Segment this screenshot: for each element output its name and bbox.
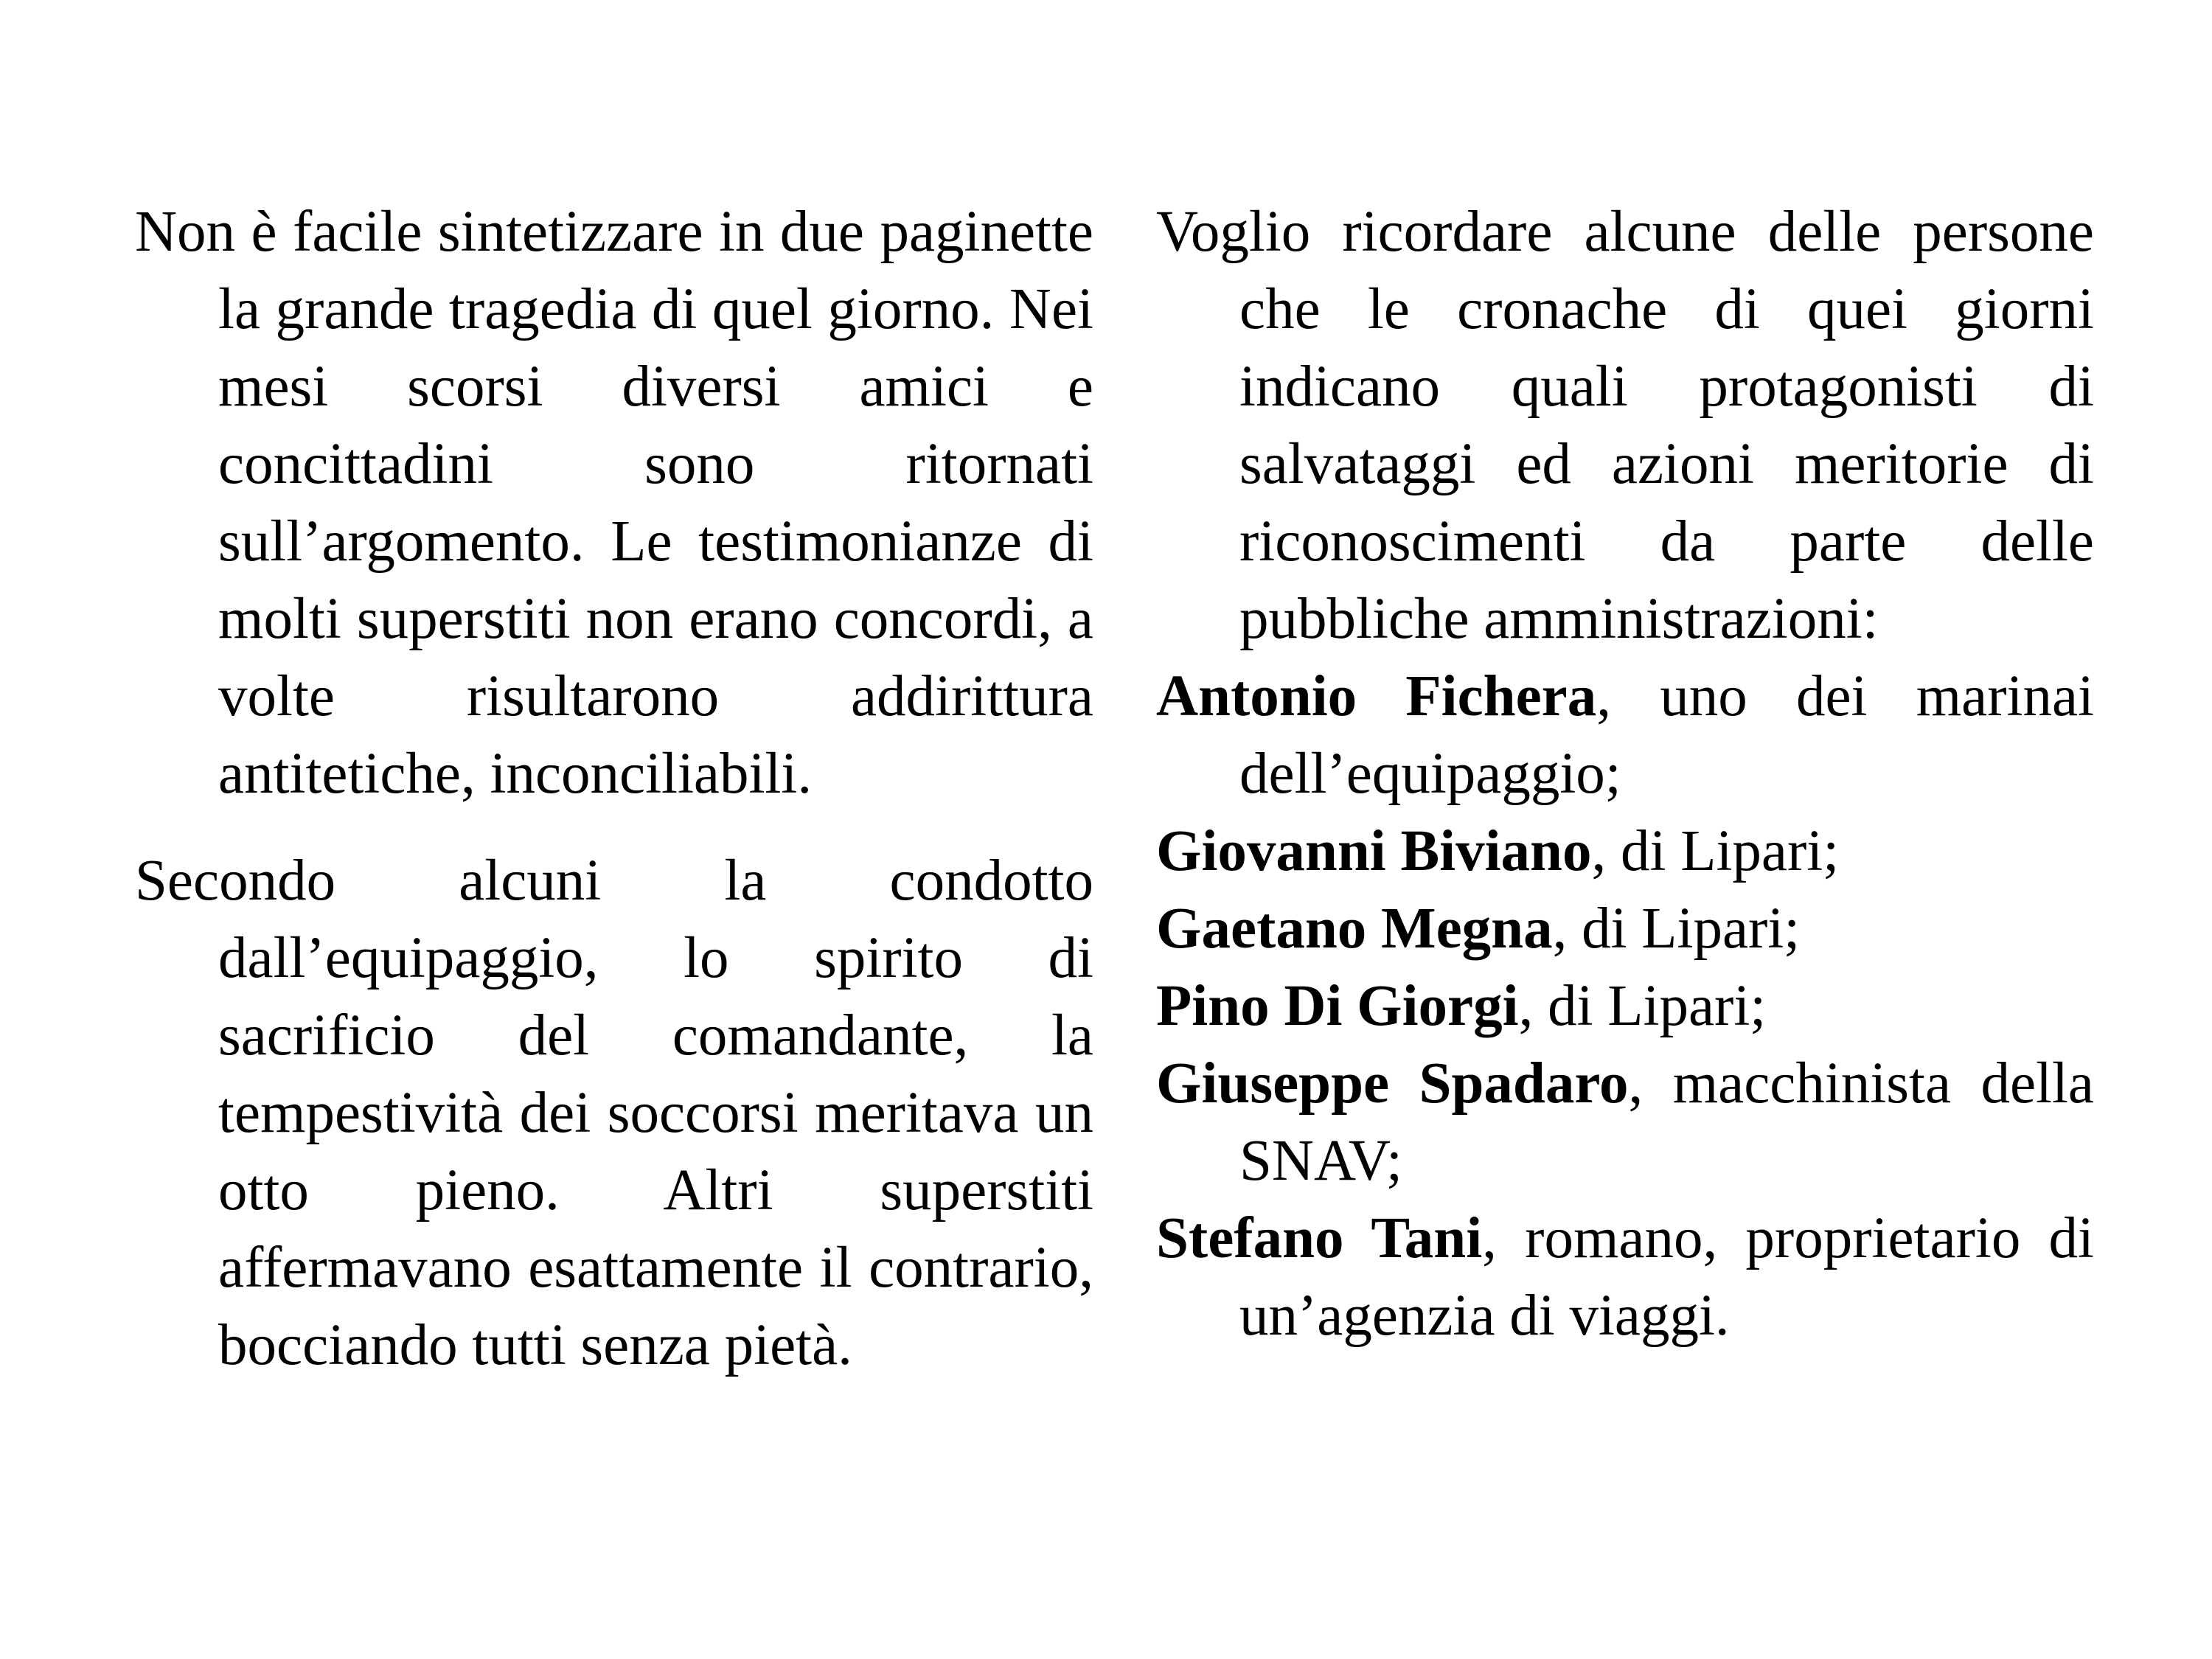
person-name: Stefano Tani: [1156, 1206, 1483, 1270]
person-description: , romano, proprietario di un’agenzia di viaggi.: [1239, 1206, 2094, 1348]
person-description: , macchinista della SNAV;: [1239, 1051, 2094, 1193]
list-item: [1156, 1200, 2094, 1354]
left-column: [135, 193, 1093, 1384]
person-name: Pino Di Giorgi: [1156, 974, 1519, 1038]
person-name: Gaetano Megna: [1156, 897, 1553, 961]
person-description: , di Lipari;: [1518, 974, 1767, 1038]
paragraph: Non è facile sintetizzare in due paginette la grande tragedia di quel giorno. Nei mesi scorsi diversi amici e concittadini sono ritornati sull’argomento. Le testimonianze di molti superstiti non erano concordi, a volte risultarono addirittura antitetiche, inconciliabili.: [135, 200, 1093, 806]
person-name: Antonio Fichera: [1156, 664, 1597, 728]
list-item: [1156, 658, 2094, 813]
person-description: , di Lipari;: [1552, 897, 1801, 961]
list-item: [1156, 813, 2094, 890]
paragraph: Secondo alcuni la condotto dall’equipaggio, lo spirito di sacrificio del comandante, la tempestività dei soccorsi meritava un otto pieno. Altri superstiti affermavano esattamente il contrario, bocciando tutti senza pietà.: [135, 849, 1093, 1377]
person-name: Giuseppe Spadaro: [1156, 1051, 1629, 1116]
intro-paragraph: Voglio ricordare alcune delle persone che le cronache di quei giorni indicano quali protagonisti di salvataggi ed azioni meritorie di riconoscimenti da parte delle pubbliche amministrazioni:: [1156, 200, 2094, 651]
list-item: [1156, 1045, 2094, 1200]
list-item: [1156, 967, 2094, 1045]
person-name: Giovanni Biviano: [1156, 819, 1592, 883]
list-item: [1156, 890, 2094, 967]
person-description: , di Lipari;: [1591, 819, 1840, 883]
right-column: [1156, 193, 2094, 1354]
person-description: , uno dei marinai dell’equipaggio;: [1239, 664, 2094, 806]
